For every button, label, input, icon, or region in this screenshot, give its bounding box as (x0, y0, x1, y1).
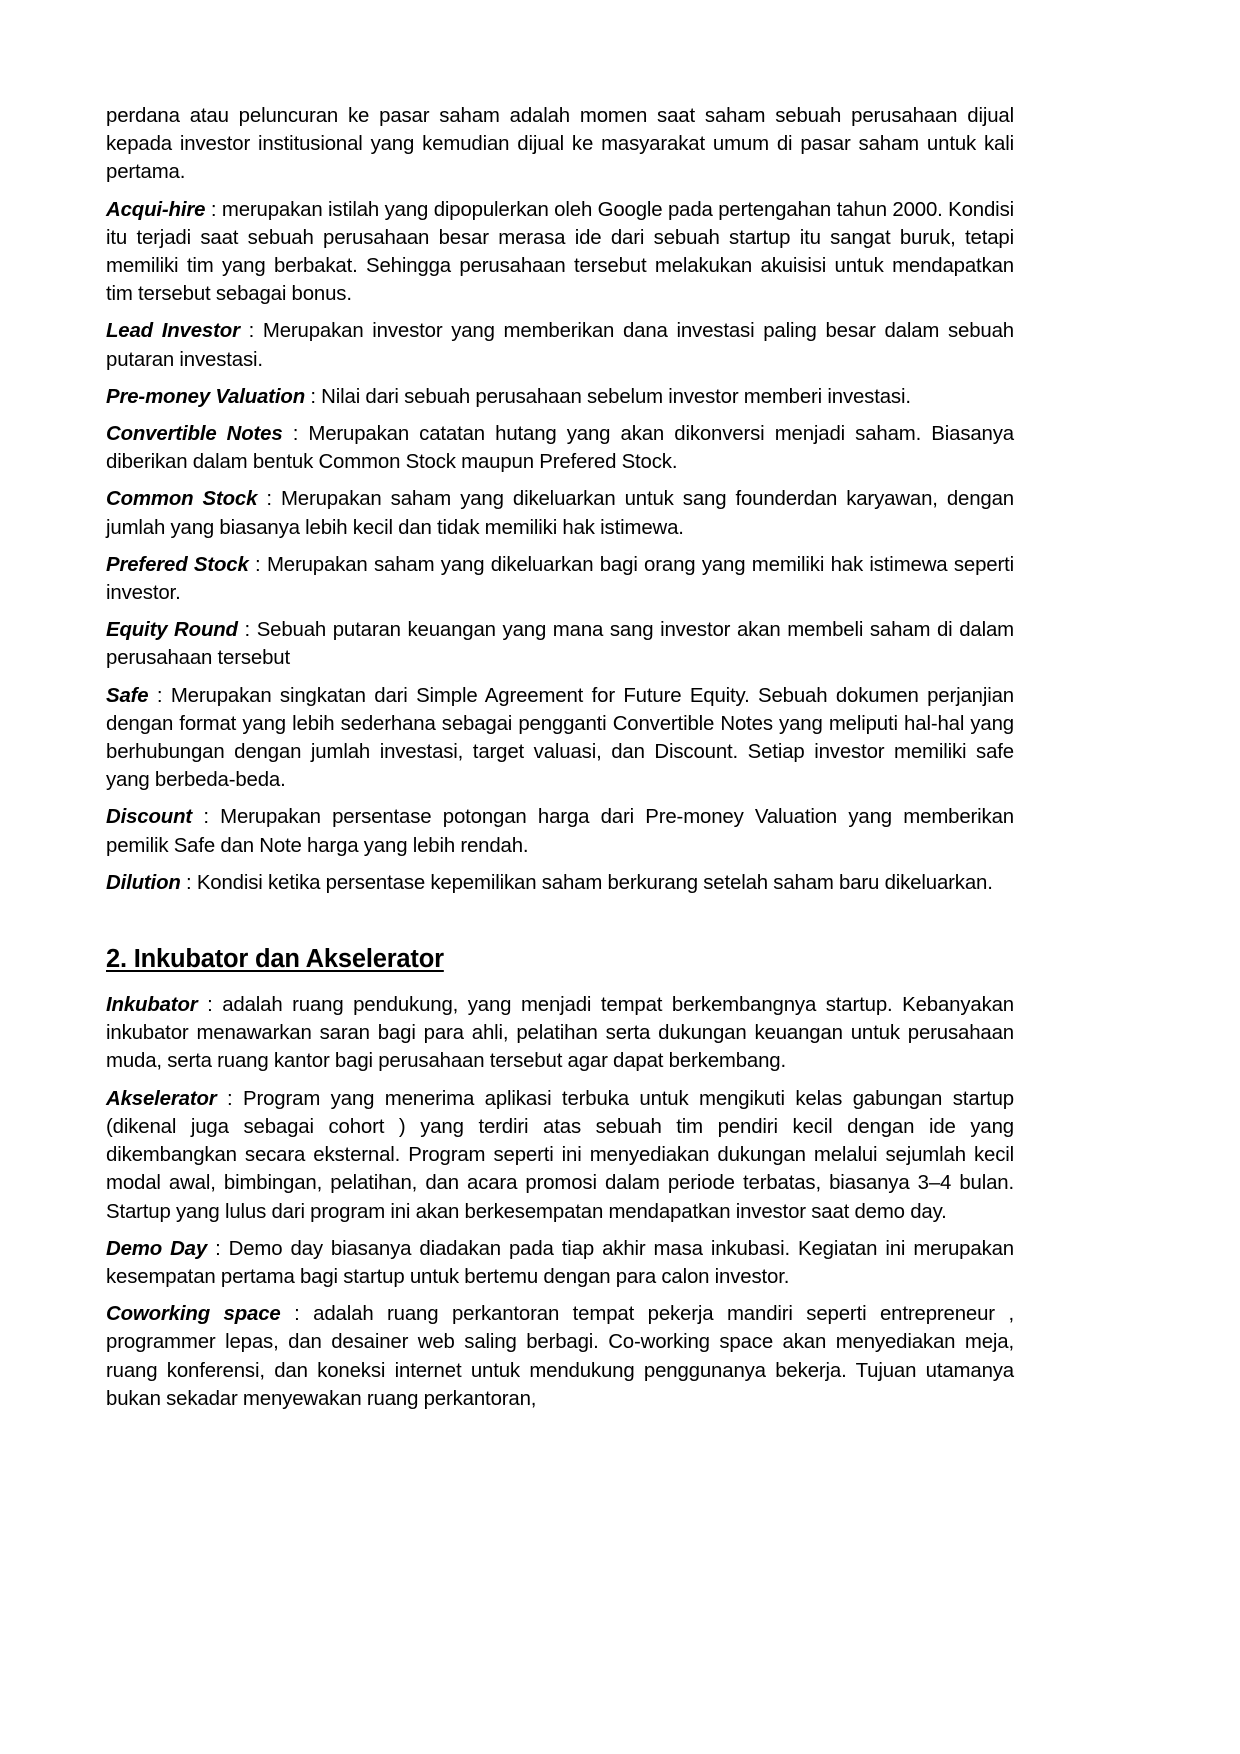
term-separator: : (280, 1303, 314, 1326)
paragraph-dilution (106, 869, 1014, 897)
term-label-akselerator: Akselerator (106, 1087, 217, 1110)
paragraph-lead-investor (106, 317, 1014, 373)
paragraph-demo-day (106, 1235, 1014, 1291)
term-label-demo-day: Demo Day (106, 1237, 208, 1260)
term-label-inkubator: Inkubator (106, 994, 198, 1017)
term-separator: : (282, 423, 309, 446)
paragraph-convertible-notes (106, 420, 1014, 476)
term-separator: : (148, 684, 171, 707)
paragraph-body: adalah ruang perkantoran tempat pekerja mandiri seperti entrepreneur , programmer lepas, dan desainer web saling berbagi. Co-working space akan menyediakan meja, ruang konferensi, dan koneksi internet untuk mendukung penggunanya bekerja. Tujuan utamanya bukan sekadar menyewakan ruang perkantoran, (106, 1303, 1014, 1410)
page-content-column (106, 102, 1014, 1413)
paragraph-body: perdana atau peluncuran ke pasar saham adalah momen saat saham sebuah perusahaan dijual kepada investor institusional yang kemudian dijual ke masyarakat umum di pasar saham untuk kali pertama. (106, 105, 1014, 184)
section-heading-block (106, 943, 1014, 975)
paragraph-akselerator (106, 1085, 1014, 1226)
term-label-convertible-notes: Convertible Notes (106, 423, 283, 446)
term-separator: : (237, 619, 257, 642)
paragraph-inkubator (106, 991, 1014, 1076)
paragraph-coworking-space (106, 1300, 1014, 1413)
paragraph-body: Merupakan saham yang dikeluarkan untuk sang founderdan karyawan, dengan jumlah yang biasanya lebih kecil dan tidak memiliki hak istimewa. (106, 488, 1014, 539)
term-separator: : (205, 198, 222, 221)
section-heading-inkubator-dan-akselerator: 2. Inkubator dan Akselerator (106, 945, 444, 974)
term-separator: : (257, 488, 281, 511)
paragraph-prefered-stock (106, 551, 1014, 607)
paragraph-safe (106, 682, 1014, 795)
paragraph-common-stock (106, 485, 1014, 541)
paragraph-ipo-continuation (106, 102, 1014, 187)
paragraph-body: merupakan istilah yang dipopulerkan oleh Google pada pertengahan tahun 2000. Kondisi itu terjadi saat sebuah perusahaan besar merasa ide dari sebuah startup itu sangat buruk, tetapi memiliki tim yang berbakat. Sehingga perusahaan tersebut melakukan akuisisi untuk mendapatkan tim tersebut sebagai bonus. (106, 198, 1014, 306)
paragraph-body: adalah ruang pendukung, yang menjadi tempat berkembangnya startup. Kebanyakan inkubator menawarkan saran bagi para ahli, pelatihan serta dukungan keuangan untuk perusahaan muda, serta ruang kantor bagi perusahaan tersebut agar dapat berkembang. (106, 994, 1014, 1073)
paragraph-discount (106, 803, 1014, 859)
paragraph-body: Nilai dari sebuah perusahaan sebelum investor memberi investasi. (321, 385, 911, 408)
term-label-discount: Discount (106, 806, 193, 829)
term-label-coworking-space: Coworking space (106, 1303, 281, 1326)
paragraph-body: Demo day biasanya diadakan pada tiap akhir masa inkubasi. Kegiatan ini merupakan kesempatan pertama bagi startup untuk bertemu dengan para calon investor. (106, 1237, 1014, 1288)
term-label-safe: Safe (106, 684, 149, 707)
term-label-dilution: Dilution (106, 871, 181, 894)
paragraph-body: Merupakan catatan hutang yang akan dikonversi menjadi saham. Biasanya diberikan dalam bentuk Common Stock maupun Prefered Stock. (106, 423, 1014, 474)
term-separator: : (248, 553, 267, 576)
paragraph-body: Merupakan saham yang dikeluarkan bagi orang yang memiliki hak istimewa seperti investor. (106, 553, 1014, 605)
paragraph-body: Merupakan persentase potongan harga dari Pre-money Valuation yang memberikan pemilik Safe dan Note harga yang lebih rendah. (106, 806, 1014, 857)
paragraph-equity-round (106, 616, 1014, 672)
paragraph-body: Program yang menerima aplikasi terbuka untuk mengikuti kelas gabungan startup (dikenal juga sebagai cohort ) yang terdiri atas sebuah tim pendiri kecil dengan ide yang dikembangkan secara eksternal. Program seperti ini menyediakan dukungan melalui sejumlah kecil modal awal, bimbingan, pelatihan, dan acara promosi dalam periode terbatas, biasanya 3–4 bulan. Startup yang lulus dari program ini akan berkesempatan mendapatkan investor saat demo day. (106, 1087, 1014, 1223)
paragraph-acqui-hire (106, 196, 1014, 309)
term-label-common-stock: Common Stock (106, 488, 258, 511)
term-separator: : (239, 320, 263, 343)
paragraph-body: Merupakan singkatan dari Simple Agreement for Future Equity. Sebuah dokumen perjanjian dengan format yang lebih sederhana sebagai pengganti Convertible Notes yang meliputi hal-hal yang berhubungan dengan jumlah investasi, target valuasi, dan Discount. Setiap investor memiliki safe yang berbeda-beda. (106, 684, 1015, 792)
term-separator: : (305, 385, 322, 408)
paragraph-body: Sebuah putaran keuangan yang mana sang investor akan membeli saham di dalam perusahaan tersebut (106, 619, 1014, 670)
paragraph-body: Kondisi ketika persentase kepemilikan saham berkurang setelah saham baru dikeluarkan. (196, 871, 993, 894)
paragraph-pre-money-valuation (106, 383, 1014, 411)
term-separator: : (197, 994, 223, 1017)
term-separator: : (216, 1087, 244, 1110)
term-label-pre-money-valuation: Pre-money Valuation (106, 385, 306, 408)
term-label-acqui-hire: Acqui-hire (106, 198, 206, 221)
term-label-prefered-stock: Prefered Stock (106, 553, 249, 576)
term-separator: : (180, 871, 197, 894)
term-separator: : (192, 806, 221, 829)
term-separator: : (207, 1237, 229, 1260)
term-label-lead-investor: Lead Investor (106, 320, 240, 343)
paragraph-body: Merupakan investor yang memberikan dana investasi paling besar dalam sebuah putaran investasi. (106, 320, 1014, 371)
term-label-equity-round: Equity Round (106, 619, 238, 642)
